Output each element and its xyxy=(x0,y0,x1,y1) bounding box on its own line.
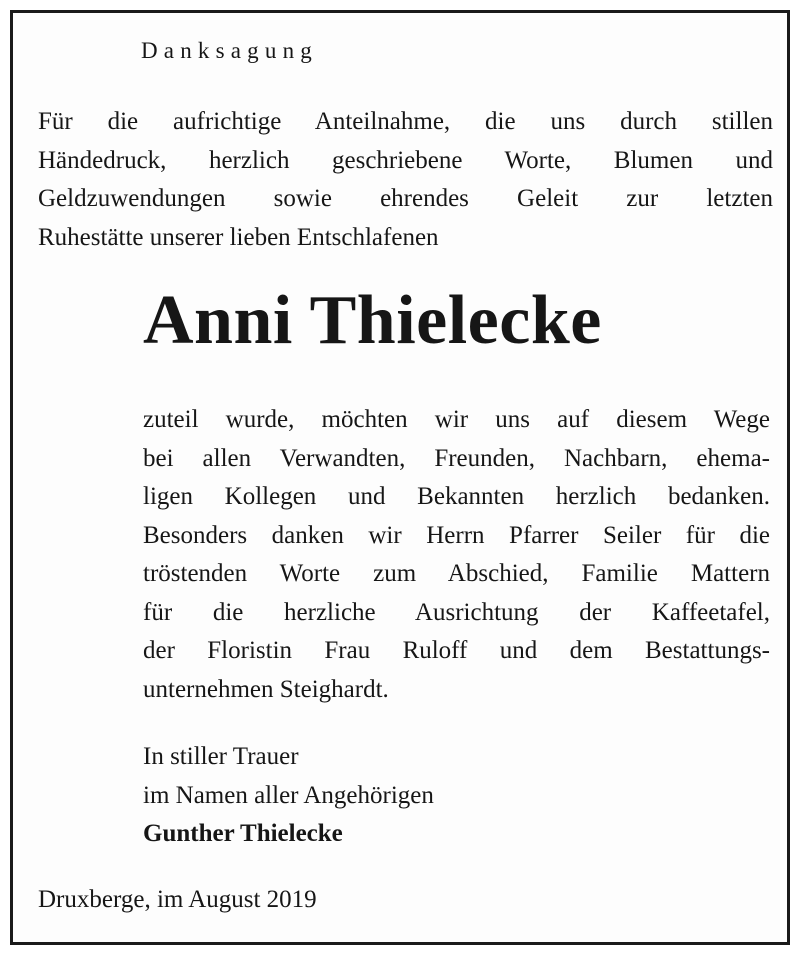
thanks-paragraph xyxy=(143,401,770,709)
closing-line: im Namen aller Angehörigen xyxy=(143,781,434,809)
closing-line: In stiller Trauer xyxy=(143,743,299,770)
thanks-line: tröstenden Worte zum Abschied, Familie Mattern xyxy=(143,560,770,587)
place-date: Druxberge, im August 2019 xyxy=(38,886,317,913)
thanks-line: Besonders danken wir Herrn Pfarrer Seiler für die xyxy=(143,521,770,549)
thanks-line: der Floristin Frau Ruloff und dem Bestattungs- xyxy=(143,637,770,664)
thanks-line: zuteil wurde, möchten wir uns auf diesem Wege xyxy=(143,406,770,433)
intro-paragraph xyxy=(38,103,773,257)
thanks-line: für die herzliche Ausrichtung der Kaffeetafel, xyxy=(143,598,770,626)
thanks-line: unternehmen Steighardt. xyxy=(143,675,389,703)
obituary-notice xyxy=(10,10,790,945)
intro-line: Händedruck, herzlich geschriebene Worte, Blumen und xyxy=(38,146,773,174)
intro-line: Geldzuwendungen sowie ehrendes Geleit zur letzten xyxy=(38,185,773,212)
deceased-name: Anni Thielecke xyxy=(143,282,602,359)
signer-name: Gunther Thielecke xyxy=(143,820,343,847)
notice-heading: Danksagung xyxy=(141,38,318,63)
intro-line: Ruhestätte unserer lieben Entschlafenen xyxy=(38,223,439,251)
intro-line: Für die aufrichtige Anteilnahme, die uns durch stillen xyxy=(38,108,773,135)
thanks-line: ligen Kollegen und Bekannten herzlich bedanken. xyxy=(143,483,770,510)
closing-block xyxy=(143,738,434,854)
thanks-line: bei allen Verwandten, Freunden, Nachbarn, ehema- xyxy=(143,444,770,472)
